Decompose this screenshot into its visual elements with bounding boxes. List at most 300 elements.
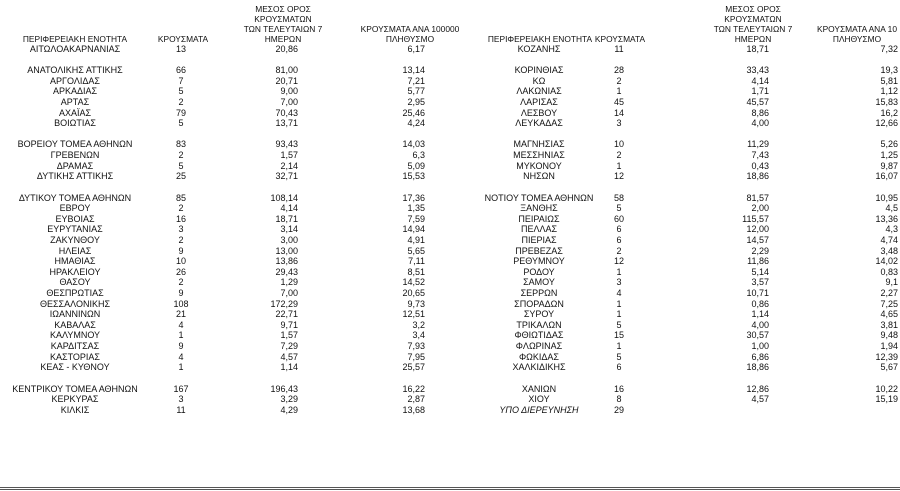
cases-per-capita-cell: 16,07 [875, 171, 898, 182]
cases-per-capita-cell: 9,73 [407, 298, 425, 309]
seven-day-average-cell: 18,71 [275, 213, 298, 224]
cases-per-capita-cell: 13,68 [402, 404, 425, 415]
region-name-cell: ΑΡΚΑΔΙΑΣ [52, 86, 98, 97]
seven-day-average-cell: 4,14 [751, 75, 769, 86]
table-row [470, 352, 900, 363]
cases-per-capita-cell: 7,32 [880, 44, 898, 54]
region-name-cell: ΤΡΙΚΑΛΩΝ [516, 319, 562, 330]
cases-per-capita-cell: 15,83 [875, 97, 898, 108]
table-row [470, 108, 900, 119]
cases-cell: 2 [616, 75, 622, 86]
seven-day-average-cell: 115,57 [742, 213, 769, 224]
cases-cell: 1 [616, 309, 622, 320]
table-row [0, 246, 470, 257]
cases-per-capita-cell: 3,4 [412, 330, 425, 341]
seven-day-average-cell: 2,29 [751, 245, 769, 256]
cases-cell: 2 [616, 150, 622, 161]
cases-cell: 10 [175, 256, 186, 267]
region-name-cell: ΔΥΤΙΚΟΥ ΤΟΜΕΑ ΑΘΗΝΩΝ [18, 192, 132, 203]
cases-cell: 58 [613, 192, 624, 203]
seven-day-average-cell: 1,57 [280, 330, 298, 341]
cases-cell: 79 [175, 107, 186, 118]
region-name-cell: ΣΑΜΟΥ [523, 277, 555, 288]
seven-day-average-cell: 4,14 [280, 203, 298, 214]
cases-cell: 2 [178, 277, 184, 288]
cases-per-capita-cell: 16,2 [880, 107, 898, 118]
header-avg-line3: ΗΜΕΡΩΝ [734, 34, 772, 44]
seven-day-average-cell: 81,57 [746, 192, 769, 203]
table-row [470, 299, 900, 310]
cases-per-capita-cell: 17,36 [402, 192, 425, 203]
seven-day-average-cell: 9,71 [280, 319, 298, 330]
region-name-cell: ΥΠΟ ΔΙΕΡΕΥΝΗΣΗ [499, 404, 579, 415]
cases-cell: 1 [178, 362, 184, 373]
bottom-rule [0, 487, 900, 488]
cases-cell: 2 [178, 150, 184, 161]
cases-per-capita-cell: 2,27 [880, 288, 898, 299]
cases-cell: 167 [173, 383, 189, 394]
table-row [470, 118, 900, 129]
seven-day-average-cell: 30,57 [746, 330, 769, 341]
table-row [0, 118, 470, 129]
region-name-cell: ΘΑΣΟΥ [59, 277, 91, 288]
cases-per-capita-cell: 7,11 [408, 256, 425, 267]
region-name-cell: ΛΕΥΚΑΔΑΣ [515, 118, 563, 129]
header-avg-line2: ΤΩΝ ΤΕΛΕΥΤΑΙΩΝ 7 [243, 24, 323, 34]
seven-day-average-cell: 12,86 [746, 383, 769, 394]
seven-day-average-cell: 11,86 [747, 256, 769, 267]
cases-per-capita-cell: 5,65 [407, 245, 425, 256]
header-cases-label: ΚΡΟΥΣΜΑΤΑ [157, 34, 209, 44]
table-row [470, 320, 900, 331]
seven-day-average-cell: 7,29 [280, 341, 298, 352]
region-name-cell: ΠΡΕΒΕΖΑΣ [515, 245, 563, 256]
table-row [0, 129, 470, 140]
seven-day-average-cell: 13,71 [275, 118, 298, 129]
region-name-cell: ΚΟΖΑΝΗΣ [517, 44, 561, 54]
region-name-cell: ΑΝΑΤΟΛΙΚΗΣ ΑΤΤΙΚΗΣ [27, 65, 123, 76]
cases-cell: 60 [613, 213, 624, 224]
seven-day-average-cell: 10,71 [746, 288, 769, 299]
table-row [470, 330, 900, 341]
table-row [470, 55, 900, 66]
region-name-cell: ΑΡΤΑΣ [60, 97, 90, 108]
cases-cell: 16 [613, 383, 624, 394]
cases-cell: 2 [178, 203, 184, 214]
cases-cell: 3 [616, 118, 622, 129]
cases-per-capita-cell: 8,51 [407, 266, 425, 277]
cases-per-capita-cell: 12,39 [875, 351, 898, 362]
header-per-line1: ΚΡΟΥΣΜΑΤΑ ΑΝΑ 100000 [360, 24, 460, 34]
header-seven-day-average [698, 0, 808, 44]
region-name-cell: ΒΟΙΩΤΙΑΣ [54, 118, 96, 129]
region-name-cell: ΣΕΡΡΩΝ [520, 288, 558, 299]
table-row [0, 65, 470, 76]
header-cases [590, 0, 650, 44]
cases-per-capita-cell: 4,65 [880, 309, 898, 320]
region-name-cell: ΙΩΑΝΝΙΝΩΝ [49, 309, 101, 320]
table-row [470, 277, 900, 288]
cases-per-capita-cell: 10,22 [875, 383, 898, 394]
cases-per-capita-cell: 15,53 [402, 171, 425, 182]
region-name-cell: ΡΕΘΥΜΝΟΥ [513, 256, 565, 267]
seven-day-average-cell: 1,14 [280, 362, 298, 373]
seven-day-average-cell: 11,29 [747, 139, 769, 150]
table-row [0, 182, 470, 193]
table-row [470, 139, 900, 150]
cases-per-capita-cell: 12,66 [875, 118, 898, 129]
cases-cell: 29 [613, 404, 624, 415]
cases-per-capita-cell: 5,67 [880, 362, 898, 373]
region-name-cell: ΗΜΑΘΙΑΣ [54, 256, 96, 267]
region-name-cell: ΠΙΕΡΙΑΣ [521, 234, 557, 245]
table-row [470, 235, 900, 246]
table-row [470, 309, 900, 320]
seven-day-average-cell: 1,29 [280, 277, 298, 288]
header-avg-line1: ΜΕΣΟΣ ΟΡΟΣ ΚΡΟΥΣΜΑΤΩΝ [724, 4, 782, 24]
table-row [470, 203, 900, 214]
table-row [0, 55, 470, 66]
table-row [0, 161, 470, 172]
cases-per-capita-cell: 12,51 [402, 309, 425, 320]
cases-per-capita-cell: 7,93 [407, 341, 425, 352]
table-row [0, 224, 470, 235]
table-row [470, 224, 900, 235]
seven-day-average-cell: 5,14 [751, 266, 769, 277]
cases-per-capita-cell: 19,3 [880, 65, 898, 76]
cases-per-capita-cell: 7,25 [880, 298, 898, 309]
table-row [0, 203, 470, 214]
cases-per-capita-cell: 1,94 [880, 341, 898, 352]
region-name-cell: ΗΡΑΚΛΕΙΟΥ [49, 266, 101, 277]
header-seven-day-average [228, 0, 338, 44]
region-name-cell: ΘΕΣΠΡΩΤΙΑΣ [46, 288, 104, 299]
region-name-cell: ΧΑΝΙΩΝ [521, 383, 557, 394]
cases-per-capita-cell: 25,57 [402, 362, 425, 373]
seven-day-average-cell: 20,86 [275, 44, 298, 54]
table-row [470, 44, 900, 55]
seven-day-average-cell: 0,43 [751, 160, 769, 171]
table-row [0, 320, 470, 331]
cases-cell: 108 [173, 298, 189, 309]
cases-cell: 6 [616, 224, 622, 235]
cases-cell: 10 [613, 139, 624, 150]
cases-cell: 21 [175, 309, 186, 320]
region-name-cell: ΛΑΡΙΣΑΣ [520, 97, 558, 108]
table-row [0, 267, 470, 278]
cases-cell: 25 [175, 171, 186, 182]
table-row [470, 246, 900, 257]
table-row [0, 171, 470, 182]
cases-per-capita-cell: 14,03 [402, 139, 425, 150]
seven-day-average-cell: 7,43 [751, 150, 769, 161]
seven-day-average-cell: 9,00 [280, 86, 298, 97]
cases-cell: 83 [175, 139, 186, 150]
cases-per-capita-cell: 4,91 [407, 234, 425, 245]
region-name-cell: ΘΕΣΣΑΛΟΝΙΚΗΣ [39, 298, 111, 309]
cases-cell: 13 [175, 44, 186, 54]
seven-day-average-cell: 4,57 [751, 394, 769, 405]
header-region-label: ΠΕΡΙΦΕΡΕΙΑΚΗ ΕΝΟΤΗΤΑ [22, 34, 128, 44]
seven-day-average-cell: 33,43 [746, 65, 769, 76]
region-name-cell: ΞΑΝΘΗΣ [520, 203, 558, 214]
region-name-cell: ΑΧΑΪΑΣ [58, 107, 92, 118]
table-row [470, 86, 900, 97]
cases-per-capita-cell: 1,35 [407, 203, 425, 214]
region-name-cell: ΧΙΟΥ [528, 394, 550, 405]
cases-cell: 1 [616, 160, 622, 171]
table-row [470, 214, 900, 225]
seven-day-average-cell: 22,71 [275, 309, 298, 320]
table-row [0, 341, 470, 352]
cases-cell: 5 [616, 351, 622, 362]
cases-cell: 3 [178, 224, 184, 235]
table-row [0, 277, 470, 288]
table-row [0, 373, 470, 384]
table-row [470, 267, 900, 278]
cases-cell: 11 [176, 404, 186, 415]
region-name-cell: ΜΥΚΟΝΟΥ [516, 160, 562, 171]
cases-per-capita-cell: 3,2 [412, 319, 425, 330]
cases-per-capita-cell: 3,48 [880, 245, 898, 256]
table-row [0, 352, 470, 363]
table-row [470, 341, 900, 352]
cases-cell: 1 [616, 86, 622, 97]
region-name-cell: ΜΕΣΣΗΝΙΑΣ [513, 150, 565, 161]
cases-per-capita-cell: 5,09 [407, 160, 425, 171]
header-cases-per-capita [812, 0, 900, 44]
cases-cell: 6 [616, 362, 622, 373]
cases-cell: 5 [178, 86, 184, 97]
right-table-rows [470, 44, 900, 415]
cases-cell: 4 [178, 319, 184, 330]
cases-per-capita-cell: 9,87 [880, 160, 898, 171]
cases-per-capita-cell: 0,83 [880, 266, 898, 277]
cases-cell: 14 [613, 107, 624, 118]
cases-per-capita-cell: 4,3 [885, 224, 898, 235]
left-table-rows [0, 44, 470, 415]
bottom-rule-double [0, 489, 900, 490]
cases-cell: 4 [616, 288, 622, 299]
cases-per-capita-cell: 1,25 [880, 150, 898, 161]
cases-cell: 8 [616, 394, 622, 405]
table-row [0, 193, 470, 204]
cases-cell: 5 [616, 319, 622, 330]
region-name-cell: ΝΟΤΙΟΥ ΤΟΜΕΑ ΑΘΗΝΩΝ [484, 192, 594, 203]
seven-day-average-cell: 6,86 [751, 351, 769, 362]
cases-per-capita-cell: 15,19 [875, 394, 898, 405]
seven-day-average-cell: 2,14 [280, 160, 298, 171]
cases-cell: 9 [178, 245, 184, 256]
header-region [470, 0, 610, 44]
table-row [470, 405, 900, 416]
region-name-cell: ΚΕΝΤΡΙΚΟΥ ΤΟΜΕΑ ΑΘΗΝΩΝ [12, 383, 138, 394]
table-row [0, 384, 470, 395]
region-name-cell: ΚΕΡΚΥΡΑΣ [51, 394, 99, 405]
seven-day-average-cell: 12,00 [746, 224, 769, 235]
cases-cell: 2 [178, 234, 184, 245]
table-row [0, 139, 470, 150]
region-name-cell: ΛΑΚΩΝΙΑΣ [516, 86, 562, 97]
region-name-cell: ΖΑΚΥΝΘΟΥ [50, 234, 100, 245]
cases-per-capita-cell: 7,21 [407, 75, 425, 86]
cases-cell: 9 [178, 341, 184, 352]
seven-day-average-cell: 108,14 [270, 192, 298, 203]
table-row [0, 150, 470, 161]
region-name-cell: ΝΗΣΩΝ [523, 171, 555, 182]
header-per-line1: ΚΡΟΥΣΜΑΤΑ ΑΝΑ 10 [817, 24, 897, 34]
seven-day-average-cell: 13,00 [275, 245, 298, 256]
seven-day-average-cell: 18,86 [746, 362, 769, 373]
table-row [0, 256, 470, 267]
table-row [470, 384, 900, 395]
cases-per-capita-cell: 7,95 [407, 351, 425, 362]
region-name-cell: ΦΘΙΩΤΙΔΑΣ [514, 330, 564, 341]
cases-per-capita-cell: 6,17 [407, 44, 425, 54]
seven-day-average-cell: 14,57 [746, 234, 769, 245]
table-row [0, 362, 470, 373]
seven-day-average-cell: 4,00 [751, 319, 769, 330]
seven-day-average-cell: 3,14 [280, 224, 298, 235]
header-cases [150, 0, 216, 44]
seven-day-average-cell: 1,71 [751, 86, 769, 97]
cases-cell: 3 [616, 277, 622, 288]
table-row [0, 214, 470, 225]
cases-per-capita-cell: 4,74 [880, 234, 898, 245]
region-name-cell: ΡΟΔΟΥ [523, 266, 555, 277]
seven-day-average-cell: 29,43 [275, 266, 298, 277]
cases-cell: 12 [613, 256, 624, 267]
seven-day-average-cell: 3,29 [280, 394, 298, 405]
cases-cell: 45 [613, 97, 624, 108]
seven-day-average-cell: 70,43 [275, 107, 298, 118]
cases-per-capita-cell: 14,52 [402, 277, 425, 288]
cases-cell: 1 [616, 298, 622, 309]
table-row [470, 182, 900, 193]
cases-cell: 3 [178, 394, 184, 405]
region-name-cell: ΠΕΙΡΑΙΩΣ [518, 213, 560, 224]
cases-per-capita-cell: 20,65 [402, 288, 425, 299]
table-row [470, 76, 900, 87]
region-name-cell: ΑΡΓΟΛΙΔΑΣ [50, 75, 100, 86]
cases-cell: 5 [616, 203, 622, 214]
cases-cell: 1 [616, 266, 622, 277]
cases-cell: 4 [178, 351, 184, 362]
cases-cell: 5 [178, 160, 184, 171]
region-name-cell: ΦΩΚΙΔΑΣ [519, 351, 559, 362]
region-name-cell: ΣΠΟΡΑΔΩΝ [514, 298, 564, 309]
region-name-cell: ΒΟΡΕΙΟΥ ΤΟΜΕΑ ΑΘΗΝΩΝ [17, 139, 133, 150]
header-avg-line2: ΤΩΝ ΤΕΛΕΥΤΑΙΩΝ 7 [713, 24, 793, 34]
cases-per-capita-cell: 7,59 [407, 213, 425, 224]
cases-cell: 85 [175, 192, 186, 203]
cases-per-capita-cell: 2,87 [407, 394, 425, 405]
cases-per-capita-cell: 5,81 [880, 75, 898, 86]
seven-day-average-cell: 32,71 [275, 171, 298, 182]
table-row [0, 76, 470, 87]
seven-day-average-cell: 93,43 [275, 139, 298, 150]
seven-day-average-cell: 1,14 [751, 309, 769, 320]
seven-day-average-cell: 18,71 [746, 44, 769, 54]
cases-per-capita-cell: 14,94 [402, 224, 425, 235]
cases-cell: 7 [178, 75, 184, 86]
cases-cell: 15 [613, 330, 624, 341]
region-name-cell: ΚΙΛΚΙΣ [60, 404, 90, 415]
table-row [0, 405, 470, 416]
seven-day-average-cell: 3,57 [751, 277, 769, 288]
seven-day-average-cell: 1,00 [751, 341, 769, 352]
header-per-line2: ΠΛΗΘΥΣΜΟ [832, 34, 882, 44]
region-name-cell: ΕΥΒΟΙΑΣ [55, 213, 95, 224]
region-name-cell: ΕΒΡΟΥ [59, 203, 91, 214]
seven-day-average-cell: 4,29 [280, 404, 298, 415]
cases-cell: 9 [178, 288, 184, 299]
cases-cell: 12 [613, 171, 624, 182]
table-row [470, 256, 900, 267]
header-avg-line1: ΜΕΣΟΣ ΟΡΟΣ ΚΡΟΥΣΜΑΤΩΝ [254, 4, 312, 24]
table-row [0, 108, 470, 119]
table-row [0, 299, 470, 310]
cases-cell: 26 [175, 266, 186, 277]
table-row [470, 129, 900, 140]
region-name-cell: ΚΑΛΥΜΝΟΥ [49, 330, 101, 341]
region-name-cell: ΜΑΓΝΗΣΙΑΣ [513, 139, 565, 150]
region-name-cell: ΔΡΑΜΑΣ [56, 160, 94, 171]
cases-per-capita-cell: 16,22 [402, 383, 425, 394]
table-row [0, 44, 470, 55]
region-name-cell: ΕΥΡΥΤΑΝΙΑΣ [47, 224, 103, 235]
seven-day-average-cell: 3,00 [280, 234, 298, 245]
table-row [0, 97, 470, 108]
header-cases-label: ΚΡΟΥΣΜΑΤΑ [594, 34, 646, 44]
region-name-cell: ΚΑΣΤΟΡΙΑΣ [50, 351, 100, 362]
region-name-cell: ΗΛΕΙΑΣ [58, 245, 92, 256]
seven-day-average-cell: 45,57 [746, 97, 769, 108]
seven-day-average-cell: 13,86 [275, 256, 298, 267]
seven-day-average-cell: 4,00 [751, 118, 769, 129]
region-name-cell: ΔΥΤΙΚΗΣ ΑΤΤΙΚΗΣ [36, 171, 114, 182]
seven-day-average-cell: 81,00 [275, 65, 298, 76]
region-name-cell: ΚΟΡΙΝΘΙΑΣ [514, 65, 564, 76]
table-row [0, 288, 470, 299]
cases-cell: 66 [175, 65, 186, 76]
cases-per-capita-cell: 13,36 [875, 213, 898, 224]
region-name-cell: ΚΑΡΔΙΤΣΑΣ [50, 341, 100, 352]
cases-cell: 1 [178, 330, 184, 341]
table-row [470, 193, 900, 204]
cases-cell: 2 [178, 97, 184, 108]
cases-cell: 28 [613, 65, 624, 76]
region-name-cell: ΧΑΛΚΙΔΙΚΗΣ [512, 362, 566, 373]
cases-per-capita-cell: 4,5 [885, 203, 898, 214]
region-name-cell: ΚΩ [532, 75, 546, 86]
header-per-line2: ΠΛΗΘΥΣΜΟ [385, 34, 435, 44]
header-region [0, 0, 150, 44]
table-row [0, 235, 470, 246]
seven-day-average-cell: 196,43 [270, 383, 298, 394]
cases-per-capita-cell: 5,26 [880, 139, 898, 150]
header-avg-line3: ΗΜΕΡΩΝ [264, 34, 302, 44]
region-name-cell: ΚΕΑΣ - ΚΥΘΝΟΥ [40, 362, 110, 373]
cases-per-capita-cell: 13,14 [402, 65, 425, 76]
header-cases-per-capita [350, 0, 470, 44]
table-row [0, 309, 470, 320]
cases-cell: 2 [616, 245, 622, 256]
cases-per-capita-cell: 3,81 [880, 319, 898, 330]
table-row [0, 394, 470, 405]
region-name-cell: ΑΙΤΩΛΟΑΚΑΡΝΑΝΙΑΣ [29, 44, 121, 54]
cases-cell: 1 [616, 341, 622, 352]
